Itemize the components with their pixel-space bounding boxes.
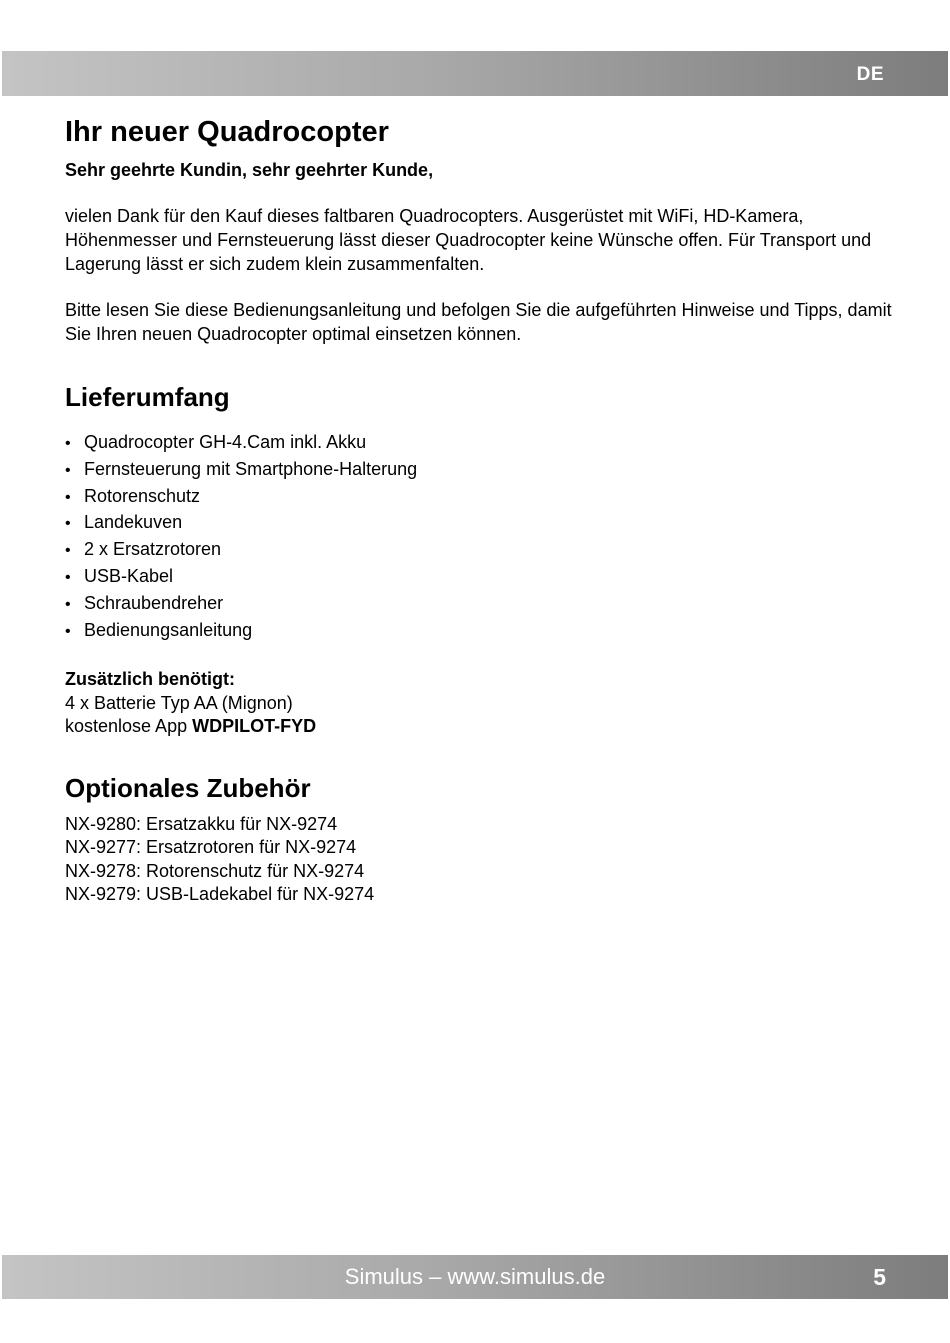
accessory-item: NX-9277: Ersatzrotoren für NX-9274	[65, 837, 357, 858]
list-item-text: Quadrocopter GH-4.Cam inkl. Akku	[84, 432, 367, 452]
list-item-text: Rotorenschutz	[84, 485, 201, 506]
list-item-text: Schraubendreher	[84, 592, 224, 613]
list-item-text: Fernsteuerung mit Smartphone-Halterung	[84, 458, 418, 479]
required-app-prefix: kostenlose App	[65, 716, 193, 737]
required-heading: Zusätzlich benötigt:	[65, 669, 235, 690]
list-item-text: Landekuven	[84, 512, 183, 533]
header-bar	[2, 51, 948, 96]
list-item	[65, 457, 895, 484]
accessories-list	[65, 813, 895, 907]
list-item	[65, 618, 895, 645]
greeting: Sehr geehrte Kundin, sehr geehrter Kunde,	[65, 160, 434, 180]
required-app	[65, 715, 895, 739]
list-item-text: Bedienungsanleitung	[84, 619, 253, 640]
footer-bar	[2, 1255, 948, 1299]
bullet-icon: •	[65, 461, 71, 479]
required-section	[65, 668, 895, 739]
delivery-heading: Lieferumfang	[65, 382, 230, 412]
accessory-item: NX-9278: Rotorenschutz für NX-9274	[65, 860, 365, 881]
bullet-icon: •	[65, 435, 71, 452]
list-item	[65, 510, 895, 537]
intro-paragraph: vielen Dank für den Kauf dieses faltbaren Quadrocopters. Ausgerüstet mit WiFi, HD-Kamera, Höhenmesser und Fernsteuerung lässt dieser Quadrocopter keine Wünsche offen. Für Transport und Lagerung lässt er sich zudem klein zusammenfalten.	[65, 206, 872, 274]
accessory-item: NX-9279: USB-Ladekabel für NX-9274	[65, 884, 375, 905]
list-item	[65, 484, 895, 511]
instructions-paragraph: Bitte lesen Sie diese Bedienungsanleitung und befolgen Sie die aufgeführten Hinweise und Tipps, damit Sie Ihren neuen Quadrocopter optimal einsetzen können.	[65, 300, 892, 344]
footer-website: Simulus – www.simulus.de	[344, 1264, 606, 1289]
required-battery: 4 x Batterie Typ AA (Mignon)	[65, 692, 293, 713]
bullet-icon: •	[65, 515, 71, 533]
bullet-icon: •	[65, 488, 71, 506]
accessory-item: NX-9280: Ersatzakku für NX-9274	[65, 813, 338, 834]
language-tag: DE	[856, 64, 884, 85]
page-title: Ihr neuer Quadrocopter	[65, 116, 389, 148]
page-content	[65, 112, 895, 907]
list-item	[65, 591, 895, 618]
bullet-icon: •	[65, 542, 71, 560]
bullet-icon: •	[65, 622, 71, 640]
list-item-text: 2 x Ersatzrotoren	[84, 539, 222, 560]
page-number: 5	[873, 1264, 886, 1290]
list-item-text: USB-Kabel	[84, 565, 174, 586]
delivery-list	[65, 430, 895, 644]
list-item	[65, 564, 895, 591]
list-item	[65, 430, 895, 457]
bullet-icon: •	[65, 595, 71, 613]
list-item	[65, 537, 895, 564]
accessories-heading: Optionales Zubehör	[65, 772, 311, 803]
bullet-icon: •	[65, 568, 71, 586]
required-app-name: WDPILOT-FYD	[192, 716, 317, 737]
